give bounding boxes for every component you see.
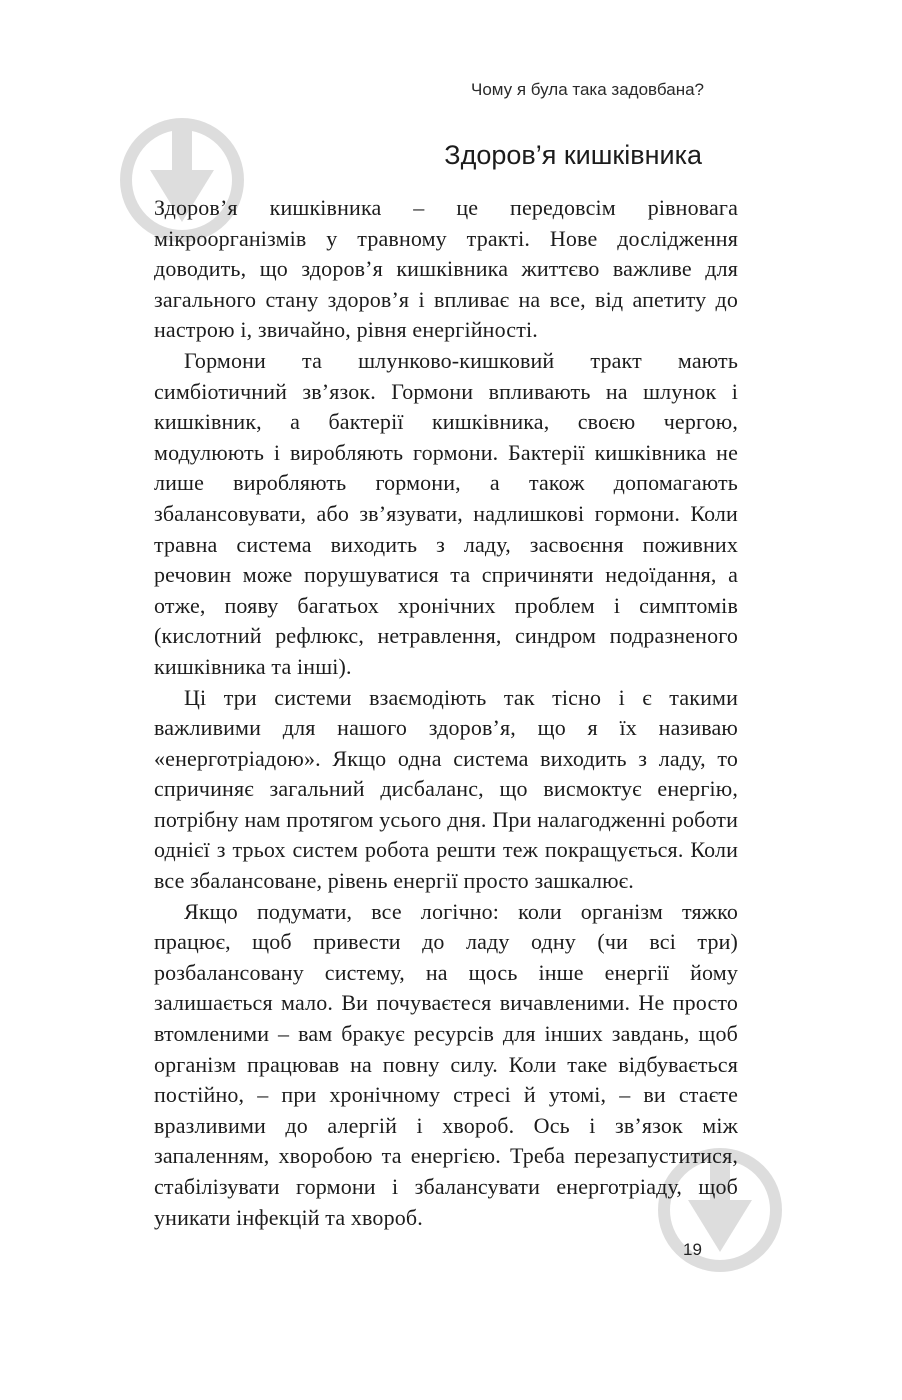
paragraph: Гормони та шлунково-кишковий тракт мають симбіотичний зв’язок. Гормони впливають на шлунок і кишківник, а бактерії кишківника, своєю чергою, модулюють і виробляють гормони. Бактерії кишківника не лише виробляють гормони, а також допомагають збалансовувати, або зв’язувати, надлишкові гормони. Коли травна система виходить з ладу, засвоєння поживних речовин може порушуватися та спричиняти недоїдання, а отже, появу багатьох хронічних проблем і симптомів (кислотний рефлюкс, нетравлення, синдром подразненого кишківника та інші). xyxy=(154,347,738,679)
paragraph: Здоров’я кишківника – це передовсім рівновага мікроорганізмів у травному тракті. Нове дослідження доводить, що здоров’я кишківника життєво важливе для загального стану здоров’я і впливає на все, від апетиту до настрою і, звичайно, рівня енергійності. xyxy=(154,195,738,343)
page-number: 19 xyxy=(683,1240,702,1259)
paragraph: Ці три системи взаємодіють так тісно і є такими важливими для нашого здоров’я, що я їх називаю «енерготріадою». Якщо одна система виходить з ладу, то спричиняє загальний дисбаланс, що висмоктує енергію, потрібну нам протягом усього дня. При налагодженні роботи однієї з трьох систем робота решти теж покращується. Коли все збалансоване, рівень енергії просто зашкалює. xyxy=(154,684,738,894)
running-head: Чому я була така задовбана? xyxy=(470,80,704,99)
section-title: Здоров’я кишківника xyxy=(444,140,702,170)
paragraph: Якщо подумати, все логічно: коли організм тяжко працює, щоб привести до ладу одну (чи всі три) розбалансовану систему, на щось інше енергії йому залишається мало. Ви почуваєтеся вичавленими. Не просто втомленими – вам бракує ресурсів для інших завдань, щоб організм працював на повну силу. Коли таке відбувається постійно, – при хронічному стресі й утомі, – ви стаєте вразливими до алергій і хвороб. Ось і зв’язок між запаленням, хворобою та енергією. Треба перезапуститися, стабілізувати гормони і збалансувати енерготріаду, щоб уникати інфекцій та хвороб. xyxy=(154,898,738,1230)
body-text xyxy=(154,193,738,1233)
